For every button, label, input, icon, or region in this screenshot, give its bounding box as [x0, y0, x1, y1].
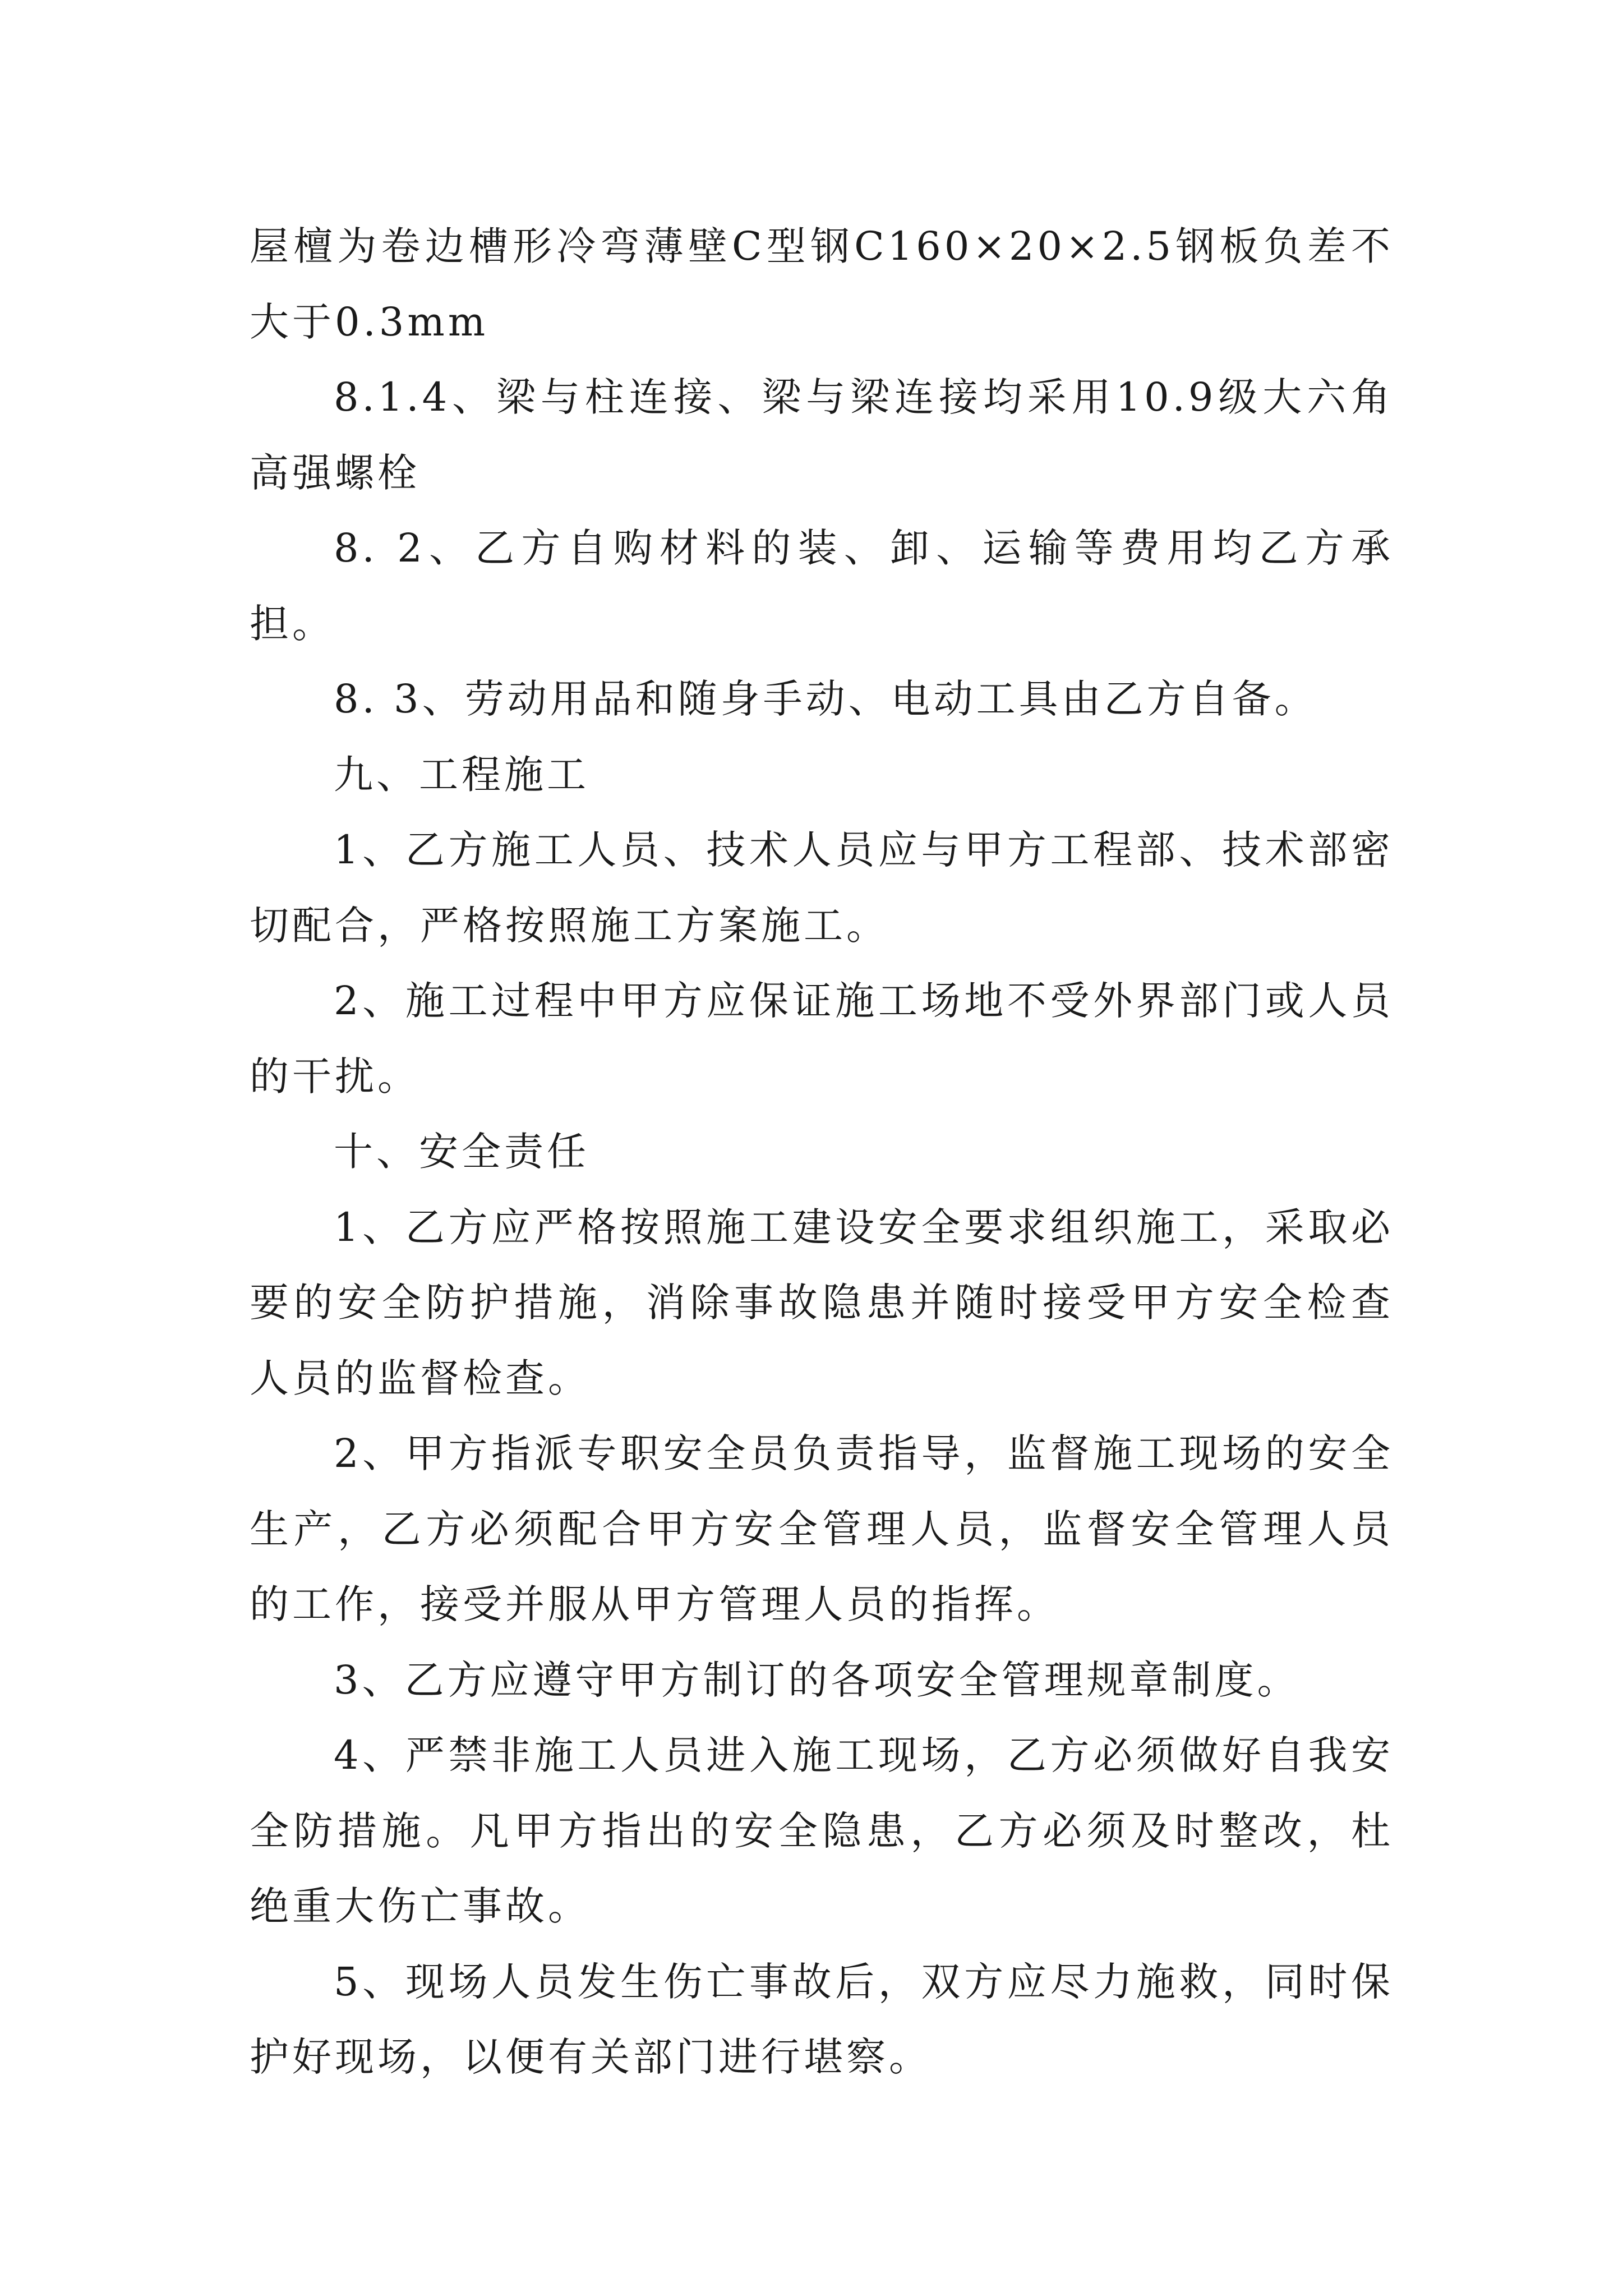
paragraph-text: 8. 3、劳动用品和随身手动、电动工具由乙方自备。 — [334, 676, 1317, 722]
paragraph — [250, 1190, 1394, 1416]
paragraph — [250, 1416, 1394, 1642]
section-heading — [250, 737, 1394, 813]
paragraph-text: 4、严禁非施工人员进入施工现场，乙方必须做好自我安全防措施。凡甲方指出的安全隐患，乙方必须及时整改，杜绝重大伤亡事故。 — [250, 1732, 1394, 1929]
paragraph-text: 8.1.4、梁与柱连接、梁与梁连接均采用10.9级大六角高强螺栓 — [250, 374, 1394, 496]
paragraph-text: 3、乙方应遵守甲方制订的各项安全管理规章制度。 — [334, 1657, 1300, 1703]
paragraph-text: 1、乙方施工人员、技术人员应与甲方工程部、技术部密切配合，严格按照施工方案施工。 — [250, 827, 1394, 949]
paragraph-text: 屋檀为卷边槽形冷弯薄壁C型钢C160×20×2.5钢板负差不大于0.3mm — [250, 223, 1394, 345]
paragraph — [250, 1718, 1394, 1944]
paragraph-text: 2、甲方指派专职安全员负责指导，监督施工现场的安全生产，乙方必须配合甲方安全管理人员，监督安全管理人员的工作，接受并服从甲方管理人员的指挥。 — [250, 1430, 1394, 1627]
paragraph-text: 2、施工过程中甲方应保证施工场地不受外界部门或人员的干扰。 — [250, 978, 1394, 1099]
section-heading-text: 十、安全责任 — [334, 1129, 589, 1175]
section-heading-text: 九、工程施工 — [334, 751, 589, 798]
paragraph — [250, 963, 1394, 1114]
section-heading — [250, 1114, 1394, 1190]
paragraph — [250, 1944, 1394, 2095]
paragraph — [250, 510, 1394, 661]
paragraph — [250, 209, 1394, 360]
paragraph — [250, 360, 1394, 510]
paragraph — [250, 661, 1394, 737]
paragraph-text: 5、现场人员发生伤亡事故后，双方应尽力施救，同时保护好现场，以便有关部门进行堪察。 — [250, 1958, 1394, 2080]
document-body — [250, 209, 1394, 2095]
paragraph — [250, 812, 1394, 963]
paragraph — [250, 1642, 1394, 1718]
paragraph-text: 8. 2、乙方自购材料的装、卸、运输等费用均乙方承担。 — [250, 525, 1394, 647]
paragraph-text: 1、乙方应严格按照施工建设安全要求组织施工，采取必要的安全防护措施，消除事故隐患并随时接受甲方安全检查人员的监督检查。 — [250, 1204, 1394, 1401]
